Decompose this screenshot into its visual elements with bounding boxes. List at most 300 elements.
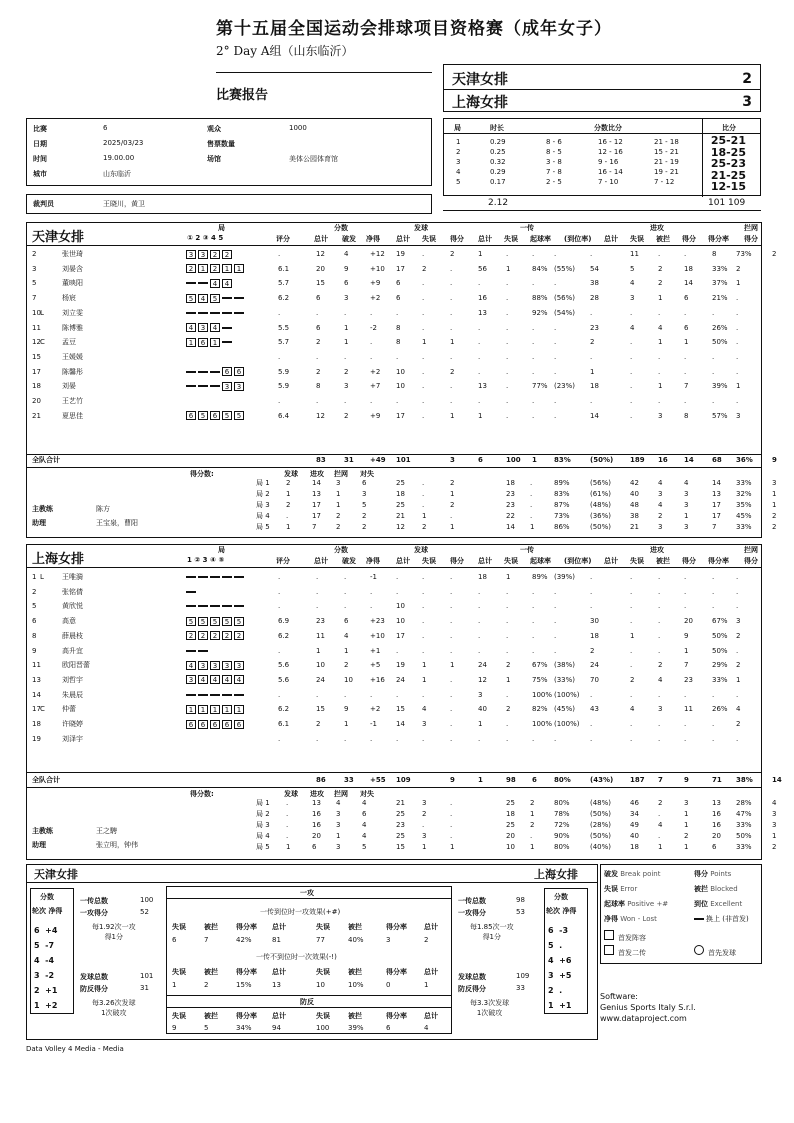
atk-total-header: 总计 (604, 557, 618, 565)
set-stat-cell: 局 3 (256, 501, 270, 509)
set-stat-cell: 86% (554, 523, 570, 531)
set-stat-cell: 4 (658, 821, 663, 829)
away-rot-header: 轮次 净得 (546, 907, 577, 915)
set-stat-cell: 17 (312, 512, 321, 520)
player-rotation-zones (186, 292, 246, 305)
sub-dash-icon (234, 297, 244, 299)
set-stat-row (26, 820, 777, 831)
zone-box: 2 (186, 264, 196, 273)
set-stat-cell: 16 (712, 810, 721, 818)
stat-cell: . (370, 308, 373, 317)
col-header: 得分率 (386, 968, 407, 976)
set-stat-cell: 3 (684, 523, 689, 531)
stat-cell: . (590, 352, 593, 361)
vote-header: 评分 (276, 557, 290, 565)
stat-cell: . (422, 382, 425, 391)
set-stat-cell: 4 (772, 799, 777, 807)
stat-cell: 6 (396, 279, 401, 288)
stat-cell: 2 (736, 631, 741, 640)
stat-cell: . (658, 602, 661, 611)
sub-dash-icon (186, 605, 196, 607)
home-rot-pts: 分数 (40, 893, 54, 901)
set-stat-cell: 1 (684, 843, 689, 851)
set-stat-cell: 局 5 (256, 523, 270, 531)
set-stat-cell: 1 (772, 501, 777, 509)
wl-header: 净得 (366, 557, 380, 565)
stat-cell: 6 (684, 323, 689, 332)
stat-cell: 9 (344, 264, 349, 273)
set-stat-cell: 4 (362, 799, 367, 807)
stat-cell: . (658, 734, 661, 743)
total-cell: 16 (658, 456, 668, 464)
stat-cell: +2 (370, 705, 381, 714)
set-stat-cell: . (422, 501, 425, 509)
player-number: 15 (32, 352, 41, 361)
stat-cell: 14 (590, 411, 599, 420)
set-stat-cell: 3 (362, 490, 367, 498)
player-row (26, 645, 762, 658)
stat-cell: (38%) (554, 661, 576, 670)
stat-cell: . (658, 587, 661, 596)
stat-cell: . (532, 617, 535, 626)
col-value: 39% (348, 1024, 364, 1032)
player-rotation-zones (186, 366, 246, 379)
counter-title: 防反 (300, 998, 314, 1006)
player-row (26, 615, 762, 628)
stat-cell: 3 (478, 690, 483, 699)
set-stat-cell: 1 (286, 490, 291, 498)
info-value: 2025/03/23 (103, 139, 144, 147)
stat-cell: 1 (736, 279, 741, 288)
stat-cell: . (532, 352, 535, 361)
total-cell: (43%) (590, 776, 614, 784)
zone-box: 1 (210, 338, 220, 347)
zone-box: 5 (234, 411, 244, 420)
recv-err-header: 失误 (504, 235, 518, 243)
stat-cell: . (712, 587, 715, 596)
stat-cell: . (506, 411, 509, 420)
col-value: 4 (424, 1024, 429, 1032)
set-stat-cell: 34 (630, 810, 639, 818)
col-header: 总计 (424, 923, 438, 931)
legend-s3: 首先发球 (708, 949, 736, 957)
ace-label: 发球 (284, 470, 298, 478)
col-header: 失误 (172, 923, 186, 931)
stat-cell: . (590, 397, 593, 405)
bp-header: 破发 (342, 557, 356, 565)
player-name: 陈博雅 (62, 323, 83, 332)
stat-cell: +9 (370, 411, 381, 420)
stat-cell: . (554, 631, 557, 640)
stat-cell: (33%) (554, 675, 576, 684)
set-stat-cell: 21 (630, 523, 639, 531)
stat-cell: 4 (630, 323, 635, 332)
col-value: 10% (348, 981, 364, 989)
stat-cell: . (506, 617, 509, 626)
stat-cell: 1 (422, 675, 427, 684)
stat-cell: 12 (316, 411, 325, 420)
stat-cell: . (422, 690, 425, 699)
set-stat-cell: 16 (712, 821, 721, 829)
player-row (26, 586, 762, 599)
stat-cell: 6 (316, 323, 321, 332)
zone-box: 5 (222, 617, 232, 626)
stat-cell: -1 (370, 573, 377, 581)
summary-home-team: 天津女排 (34, 868, 78, 881)
set-stat-cell: 1 (450, 523, 455, 531)
stat-cell: 10 (344, 675, 353, 684)
set-stat-cell: 3 (684, 799, 689, 807)
set-stat-cell: 14 (712, 479, 721, 487)
stat-cell: 1 (478, 250, 483, 258)
col-header: 失误 (172, 968, 186, 976)
assistant-names: 张立明，钟伟 (96, 841, 138, 849)
col-header: 得分率 (236, 1012, 257, 1020)
stat-cell: . (450, 294, 453, 303)
set-stat-cell: 4 (362, 832, 367, 840)
col-value: 15% (236, 981, 252, 989)
total-cell: (50%) (590, 456, 614, 464)
serve-header: 发球 (414, 224, 428, 232)
stat-cell: 56 (478, 264, 487, 273)
rotation-item: 6 +4 (34, 926, 58, 935)
stat-cell: . (658, 250, 661, 258)
set-stat-cell: 2 (362, 523, 367, 531)
stat-cell: (100%) (554, 720, 580, 728)
legend-pts-label: 得分 (694, 870, 708, 878)
stat-cell: . (396, 690, 399, 699)
set-stat-cell: 16 (312, 821, 321, 829)
stat-cell: 10 (396, 367, 405, 376)
player-rotation-zones (186, 659, 246, 672)
a-sv-label: 发球总数 (458, 973, 486, 981)
set-stat-cell: 2 (422, 810, 427, 818)
stat-cell: . (316, 602, 319, 611)
stat-cell: . (736, 338, 739, 347)
zone-box: 6 (186, 720, 196, 729)
legend-s2: 首发二传 (618, 949, 646, 957)
set-stat-cell: 20 (312, 832, 321, 840)
sub-dash-icon (198, 312, 208, 314)
match-title: 第十五届全国运动会排球项目资格赛（成年女子） (216, 19, 612, 39)
col-value: 1 (172, 981, 177, 989)
stat-cell: 7 (684, 382, 689, 391)
stat-cell: . (450, 734, 453, 743)
set-stat-cell: 7 (712, 523, 717, 531)
player-name: 夏思佳 (62, 411, 83, 420)
set-stat-cell: 46 (630, 799, 639, 807)
stat-cell: . (736, 352, 739, 361)
zone-box: 1 (222, 705, 232, 714)
set-stat-cell: 1 (684, 512, 689, 520)
player-row (26, 395, 762, 408)
first-serve-circle-icon (694, 945, 704, 955)
col-header: 被拦 (204, 1012, 218, 1020)
stat-cell: . (422, 411, 425, 420)
stat-cell: . (422, 397, 425, 405)
set-stat-cell: 47% (736, 810, 752, 818)
stat-cell: . (506, 279, 509, 288)
stat-cell: 2 (316, 720, 321, 728)
serve-total-header: 总计 (396, 235, 410, 243)
stat-cell: 9 (684, 631, 689, 640)
stat-cell: 70 (590, 675, 599, 684)
stat-cell: L (40, 573, 44, 581)
stat-cell: 6.1 (278, 264, 290, 273)
stat-cell: . (422, 323, 425, 332)
legend-sub-label: 换上 (非首发) (706, 915, 749, 923)
col-value: 42% (236, 936, 252, 944)
stat-cell: . (590, 250, 593, 258)
rotation-item: 5 . (548, 941, 563, 950)
stat-cell: 2 (450, 367, 455, 376)
zone-box: 4 (234, 675, 244, 684)
stat-cell: 5.9 (278, 367, 290, 376)
stat-cell: 20 (316, 264, 325, 273)
divider (444, 89, 760, 90)
stat-cell: . (396, 573, 399, 581)
stat-cell: 50% (712, 646, 728, 655)
recv-err-header: 失误 (504, 557, 518, 565)
player-name: 高意 (62, 617, 76, 626)
stat-cell: . (630, 382, 633, 391)
legend-pos-label: 起球率 (604, 900, 625, 908)
player-row (26, 263, 762, 276)
info-value: 美体公园体育馆 (289, 155, 338, 163)
set-stat-cell: 25 (506, 799, 515, 807)
legend-err (604, 884, 637, 894)
total-cell: 189 (630, 456, 645, 464)
total-cell: 98 (506, 776, 516, 784)
setter-square-icon (604, 945, 614, 955)
stat-cell: 50% (712, 338, 728, 347)
set-stat-cell: (28%) (590, 821, 612, 829)
player-name: 刘晏 (62, 382, 76, 391)
stat-cell: 1 (344, 646, 349, 655)
set-numbers: 1 2 3 4 5 (456, 138, 461, 186)
set-stat-cell: 17 (312, 501, 321, 509)
set-stat-cell: 1 (684, 821, 689, 829)
stat-cell: . (450, 617, 453, 626)
set-final-scores: 25-21 18-25 25-23 21-25 12-15 (710, 134, 746, 193)
zone-box: 5 (186, 617, 196, 626)
stat-cell: 3 (344, 294, 349, 303)
stat-cell: 4 (658, 675, 663, 684)
col-value: 1 (424, 981, 429, 989)
stat-cell: (54%) (554, 308, 576, 317)
match-info-box (26, 118, 432, 186)
stat-cell: . (506, 646, 509, 655)
stat-cell: . (396, 587, 399, 596)
stat-cell: . (422, 294, 425, 303)
player-number: 18 (32, 382, 41, 391)
set-stat-cell: 25 (396, 501, 405, 509)
h-atk-value: 52 (140, 908, 149, 916)
set-stat-cell: 25 (396, 810, 405, 818)
sub-dash-icon (210, 312, 220, 314)
set-stat-cell: 13 (712, 490, 721, 498)
stat-cell: 14 (396, 720, 405, 728)
sub-dash-icon (198, 650, 208, 652)
stat-cell: +7 (370, 382, 381, 391)
legend-exc (694, 899, 742, 909)
serve-header: 发球 (414, 546, 428, 554)
stat-cell: . (554, 250, 557, 258)
divider (166, 1007, 452, 1008)
h-bp-label: 防反得分 (80, 985, 108, 993)
stat-cell: 17 (396, 264, 405, 273)
stat-cell: . (422, 617, 425, 626)
stat-cell: . (532, 279, 535, 288)
set-stat-cell: 22 (506, 512, 515, 520)
player-name: 朱晨辰 (62, 690, 83, 699)
stat-cell: 3 (736, 411, 741, 420)
stat-cell: . (278, 250, 281, 258)
legend-first-serve (694, 945, 736, 958)
attack-header: 进攻 (650, 224, 664, 232)
info-value: 19.00.00 (103, 154, 135, 162)
stat-cell: 6.2 (278, 294, 290, 303)
set-stat-cell: 40 (630, 490, 639, 498)
col-header: 失误 (316, 923, 330, 931)
set-stat-cell: (48%) (590, 799, 612, 807)
a-fp-label: 一传总数 (458, 897, 486, 905)
stat-cell: 3 (630, 294, 635, 303)
home-table-team: 天津女排 (32, 230, 85, 245)
stat-cell: . (712, 720, 715, 728)
player-name: 刘哲宇 (62, 675, 83, 684)
stat-cell: 2 (736, 720, 741, 728)
stat-cell: . (684, 367, 687, 376)
stat-cell: . (278, 602, 281, 611)
stat-cell: . (450, 646, 453, 655)
zone-box: 2 (234, 631, 244, 640)
stat-cell: . (736, 308, 739, 317)
col-header: 得分率 (236, 923, 257, 931)
zone-box: 4 (198, 675, 208, 684)
report-label: 比赛报告 (216, 88, 269, 103)
rotation-item: 4 +6 (548, 956, 572, 965)
set-stat-cell: 局 3 (256, 821, 270, 829)
legend-bp-label: 破发 (604, 870, 618, 878)
h-fp-value: 100 (140, 896, 154, 904)
stat-cell: 1 (344, 338, 349, 347)
stat-cell: . (278, 397, 281, 405)
stat-cell: . (554, 397, 557, 405)
block-header: 拦网 (744, 546, 758, 554)
set-stat-cell: (56%) (590, 479, 612, 487)
zone-box: 6 (234, 720, 244, 729)
atk-pts-header: 得分 (682, 235, 696, 243)
stat-cell: . (506, 734, 509, 743)
legend-pts-en: Points (710, 870, 732, 878)
sub-dash-icon (222, 694, 232, 696)
set-stat-cell: 1 (658, 843, 663, 851)
total-cell: 6 (532, 776, 537, 784)
coach-name: 陈方 (96, 505, 110, 513)
stat-cell: 6.9 (278, 617, 290, 626)
stat-cell: 5 (630, 264, 635, 273)
player-rotation-zones (186, 615, 246, 628)
stat-cell: 10 (316, 661, 325, 670)
set-stat-cell: 2 (286, 501, 291, 509)
block-header: 拦网 (744, 224, 758, 232)
stat-cell: . (344, 690, 347, 699)
stat-cell: 24 (478, 661, 487, 670)
stat-cell: . (370, 734, 373, 743)
set-stat-cell: 16 (312, 810, 321, 818)
legend-err-label: 失误 (604, 885, 618, 893)
player-row (26, 322, 762, 335)
stat-cell: 24 (316, 675, 325, 684)
set-stat-cell: 局 5 (256, 843, 270, 851)
stat-cell: . (532, 323, 535, 332)
stat-cell: . (506, 720, 509, 728)
set-stat-cell: 2 (362, 512, 367, 520)
zone-box: 4 (210, 675, 220, 684)
stat-cell: . (478, 587, 481, 596)
atk-blk-header: 被拦 (656, 235, 670, 243)
stat-cell: . (370, 587, 373, 596)
stat-cell: . (396, 734, 399, 743)
zone-box: 3 (210, 661, 220, 670)
set-stat-cell: 4 (658, 479, 663, 487)
set-stat-cell: 12 (396, 523, 405, 531)
stat-cell: . (684, 587, 687, 596)
stat-cell: . (658, 352, 661, 361)
zone-box: 3 (198, 323, 208, 332)
set-header: 局 (454, 124, 461, 132)
set-stat-cell: 5 (362, 843, 367, 851)
sub-dash-icon (198, 282, 208, 284)
set-stat-cell: 18 (506, 810, 515, 818)
col-value: 2 (424, 936, 429, 944)
rotation-item: 5 -7 (34, 941, 55, 950)
player-number: 17 (32, 705, 41, 714)
stat-cell: . (316, 397, 319, 405)
set-stat-cell: (48%) (590, 501, 612, 509)
set-stat-cell: 2 (658, 512, 663, 520)
software-url: www.dataproject.com (600, 1014, 687, 1023)
stat-cell: 84% (532, 264, 548, 273)
set-stat-cell: 3 (336, 843, 341, 851)
set-stat-cell: . (422, 479, 425, 487)
stat-cell: . (370, 352, 373, 361)
stat-cell: . (554, 411, 557, 420)
stat-cell: . (478, 631, 481, 640)
stat-cell: . (532, 411, 535, 420)
stat-cell: . (658, 646, 661, 655)
set-stat-cell: 80% (554, 843, 570, 851)
divider (26, 567, 762, 568)
stat-cell: -1 (370, 720, 377, 728)
stat-cell: . (712, 367, 715, 376)
stat-cell: 3 (344, 382, 349, 391)
stat-cell: 5.7 (278, 338, 290, 347)
stat-cell: . (736, 323, 739, 332)
a-note1: 每1.85次一攻 得1分 (470, 923, 514, 941)
set-stat-cell: 2 (772, 523, 777, 531)
stat-cell: 2 (658, 264, 663, 273)
set-stat-cell: 49 (630, 821, 639, 829)
set-durations: 0.29 0.25 0.32 0.29 0.17 (490, 138, 506, 186)
legend-pos-en: Positive +# (627, 900, 669, 908)
stat-cell: 54 (590, 264, 599, 273)
player-rotation-zones (186, 689, 246, 702)
total-cell: 83% (554, 456, 571, 464)
stat-cell: 20 (684, 617, 693, 626)
set-stat-cell: 87% (554, 501, 570, 509)
